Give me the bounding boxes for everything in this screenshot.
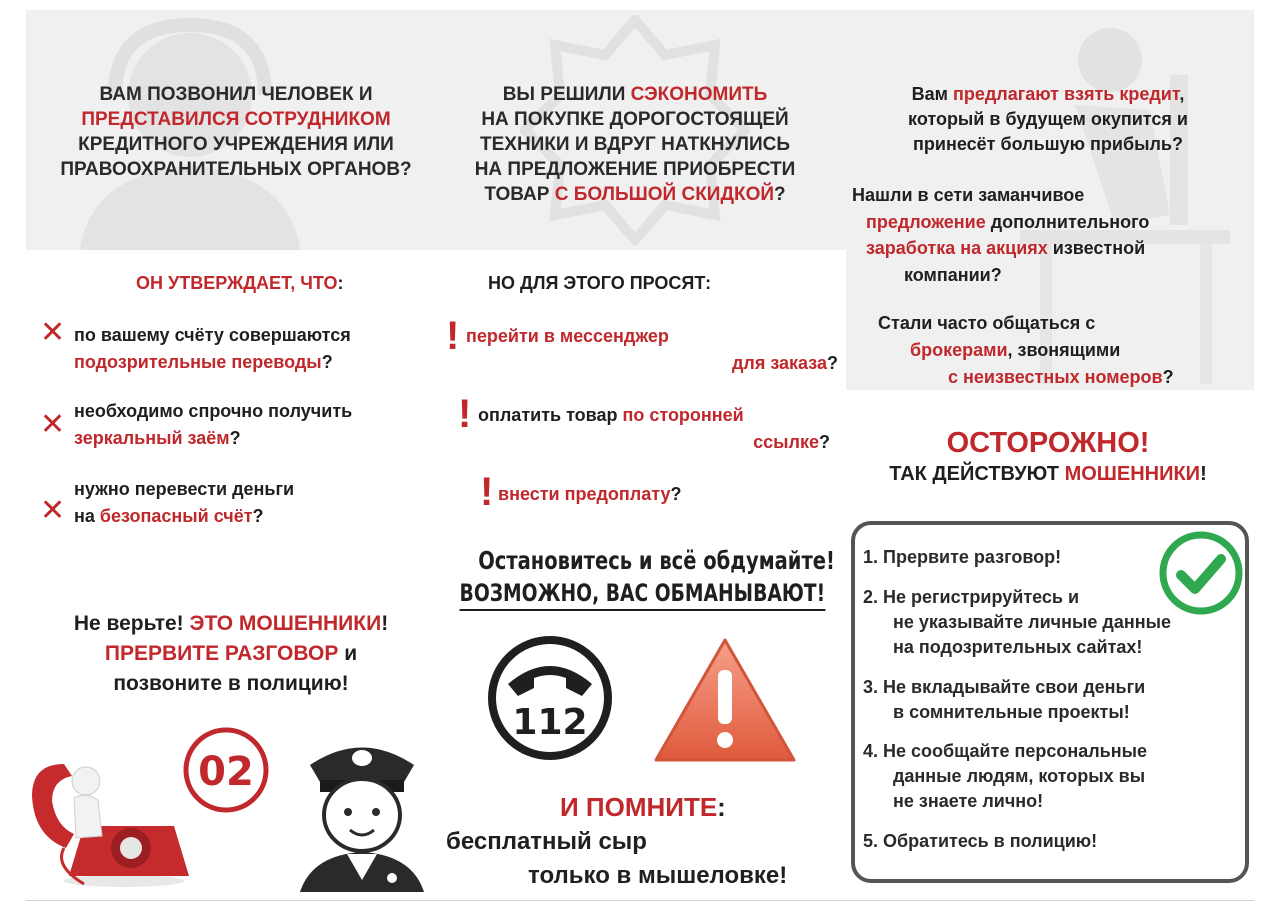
warning-dont-believe: Не верьте! — [73, 612, 190, 635]
caution-block — [850, 426, 1246, 488]
q3-line1: Стали часто общаться с — [878, 313, 1096, 333]
left-warning — [26, 609, 436, 699]
ask-item — [466, 323, 838, 377]
q3-highlight1: брокерами — [910, 340, 1008, 360]
q2-line2: дополнительного — [985, 211, 1150, 232]
police-officer-icon — [292, 730, 432, 892]
left-header-line2: ПРЕДСТАВИЛСЯ СОТРУДНИКОМ — [81, 109, 391, 130]
claim-end: ? — [252, 506, 264, 526]
q2-line1: Нашли в сети заманчивое — [852, 185, 1085, 205]
stop-message — [432, 545, 852, 611]
left-header-line1: ВАМ ПОЗВОНИЛ ЧЕЛОВЕК И — [99, 84, 373, 105]
check-mark-icon — [1157, 529, 1245, 617]
ask-end: ? — [670, 484, 682, 504]
exclamation-icon: ! — [446, 314, 460, 358]
ask-highlight: по сторонней — [622, 405, 744, 425]
cross-icon: ✕ — [40, 316, 66, 349]
claim-end: ? — [321, 352, 333, 372]
tip-line: 5. Обратитесь в полицию! — [863, 831, 1098, 851]
police-number-badge — [180, 724, 272, 816]
middle-header-discount: С БОЛЬШОЙ СКИДКОЙ — [554, 184, 775, 205]
ask-end: ? — [819, 432, 830, 452]
q2-line3: известной — [1047, 238, 1146, 258]
middle-header — [440, 82, 830, 207]
ask-item — [498, 481, 682, 508]
claim-text: нужно перевести деньги — [74, 479, 295, 499]
middle-header-save: СЭКОНОМИТЬ — [630, 84, 768, 105]
tip-line: не знаете лично! — [893, 791, 1044, 811]
claim-item — [74, 476, 294, 530]
claims-title — [136, 273, 343, 294]
claim-highlight: зеркальный заём — [74, 428, 230, 448]
claims-title-colon: : — [337, 273, 344, 293]
warning-triangle-icon — [650, 634, 800, 766]
middle-header-line2: НА ПОКУПКЕ ДОРОГОСТОЯЩЕЙ — [481, 109, 789, 130]
remember-title-text: И ПОМНИТЕ — [560, 792, 718, 822]
caution-title: ОСТОРОЖНО! — [946, 427, 1150, 459]
warning-scammers: ЭТО МОШЕННИКИ — [189, 612, 382, 635]
tip-item — [863, 829, 1097, 854]
claim-text: по вашему счёту совершаются — [74, 325, 351, 345]
q3-q: ? — [1162, 367, 1174, 387]
tip-line: данные людям, которых вы — [893, 766, 1146, 786]
tip-item — [863, 545, 1061, 570]
left-header — [26, 82, 446, 182]
exclamation-icon: ! — [458, 392, 472, 436]
remember-colon: : — [717, 792, 726, 822]
tip-item — [863, 585, 1171, 660]
middle-header-line5: ТОВАР — [484, 184, 555, 205]
asks-title: НО ДЛЯ ЭТОГО ПРОСЯТ: — [488, 273, 712, 293]
ask-item — [478, 402, 830, 456]
claim-text: необходимо спрочно получить — [74, 401, 353, 421]
ask-end: ? — [827, 353, 838, 373]
right-question-credit — [848, 82, 1248, 157]
tip-line: 3. Не вкладывайте свои деньги — [863, 677, 1146, 697]
middle-header-line4: НА ПРЕДЛОЖЕНИЕ ПРИОБРЕСТИ — [474, 159, 796, 180]
claim-item — [74, 322, 351, 376]
caution-scammers: МОШЕННИКИ — [1064, 463, 1201, 485]
tip-line: 4. Не сообщайте персональные — [863, 741, 1147, 761]
ask-highlight: ссылке — [753, 432, 819, 452]
stop-line2: ВОЗМОЖНО, ВАС ОБМАНЫВАЮТ! — [459, 577, 825, 611]
caution-excl: ! — [1200, 463, 1207, 485]
right-question-brokers — [878, 310, 1174, 391]
claim-item — [74, 398, 352, 452]
remember-line2: только в мышеловке! — [528, 862, 788, 889]
left-header-line4: ПРАВООХРАНИТЕЛЬНЫХ ОРГАНОВ? — [60, 159, 412, 180]
q1-highlight: предлагают взять кредит — [952, 84, 1180, 104]
tip-item — [863, 675, 1145, 725]
tips-box — [851, 521, 1249, 883]
caution-line: ТАК ДЕЙСТВУЮТ — [889, 463, 1065, 485]
cross-icon: ✕ — [40, 408, 66, 441]
warning-hang-up: ПРЕРВИТЕ РАЗГОВОР — [104, 642, 339, 665]
q1-comma: , — [1179, 84, 1185, 104]
stop-line1: Остановитесь и всё обдумайте! — [478, 546, 835, 575]
ask-text: внести предоплату — [498, 484, 671, 504]
claim-end: ? — [229, 428, 241, 448]
left-header-line3: КРЕДИТНОГО УЧРЕЖДЕНИЯ ИЛИ — [78, 134, 394, 155]
ask-text: оплатить товар — [478, 405, 623, 425]
tip-line: в сомнительные проекты! — [893, 702, 1130, 722]
q3-line2: , звонящими — [1007, 340, 1121, 360]
tip-line: не указывайте личные данные — [893, 612, 1171, 632]
q1-prefix: Вам — [911, 84, 953, 104]
q2-highlight2: заработка на акциях — [866, 238, 1048, 258]
q2-highlight1: предложение — [866, 211, 986, 232]
police-number: 02 — [198, 749, 254, 795]
middle-header-line1: ВЫ РЕШИЛИ — [502, 84, 631, 105]
remember-title — [560, 792, 726, 823]
tip-item — [863, 739, 1147, 814]
middle-header-q: ? — [774, 184, 786, 205]
warning-and: и — [338, 642, 358, 665]
q1-line2: который в будущем окупится и — [908, 109, 1188, 129]
q2-line4: компании? — [904, 264, 1002, 285]
exclamation-icon: ! — [480, 470, 494, 514]
emergency-phone-icon — [486, 634, 614, 762]
emergency-number: 112 — [512, 702, 588, 743]
warning-call-police: позвоните в полицию! — [113, 672, 349, 695]
middle-header-line3: ТЕХНИКИ И ВДРУГ НАТКНУЛИСЬ — [480, 134, 790, 155]
q1-line3: принесёт большую прибыль? — [913, 134, 1183, 154]
tip-line: 2. Не регистрируйтесь и — [863, 587, 1080, 607]
claims-title-text: ОН УТВЕРЖДАЕТ, ЧТО — [136, 273, 338, 293]
ask-highlight: для заказа — [731, 353, 827, 373]
ask-text: перейти в мессенджер — [466, 326, 669, 346]
tip-line: на подозрительных сайтах! — [893, 637, 1143, 657]
tip-line: 1. Прервите разговор! — [863, 547, 1062, 567]
claim-prefix: на — [74, 506, 100, 526]
q3-highlight2: с неизвестных номеров — [948, 367, 1163, 387]
cross-icon: ✕ — [40, 494, 66, 527]
right-question-investment — [852, 182, 1149, 288]
warning-excl: ! — [381, 612, 389, 635]
claim-highlight: безопасный счёт — [99, 506, 253, 526]
remember-line1: бесплатный сыр — [446, 828, 647, 855]
claim-highlight: подозрительные переводы — [74, 352, 322, 372]
bottom-divider — [26, 900, 1254, 901]
red-phone-icon — [24, 756, 194, 891]
